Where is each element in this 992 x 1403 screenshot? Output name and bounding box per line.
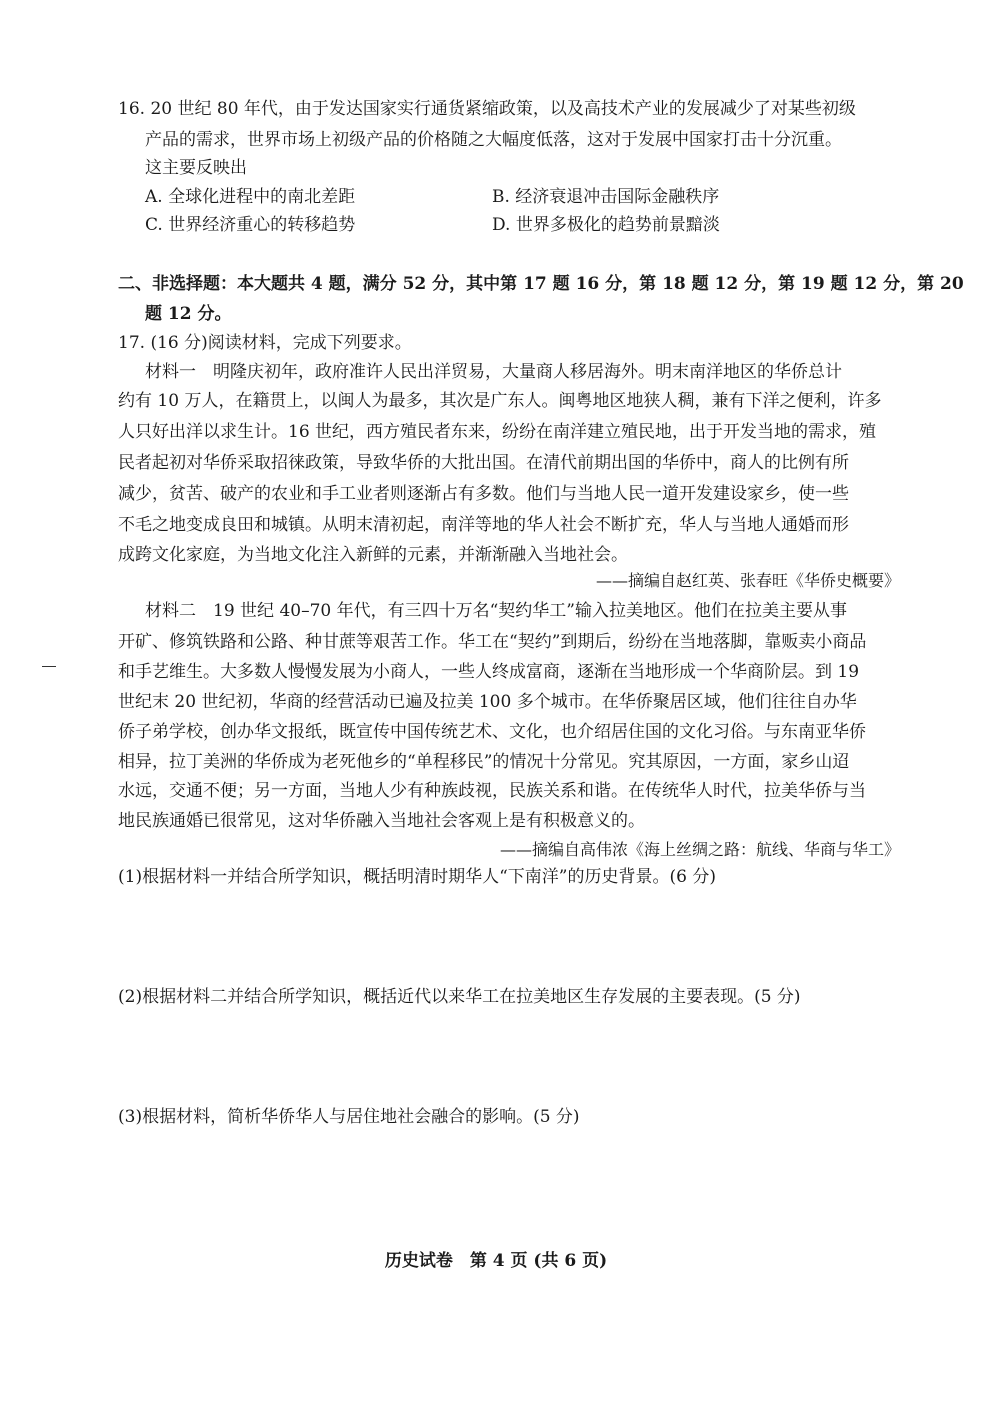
material1-line: 约有 10 万人，在籍贯上，以闽人为最多，其次是广东人。闽粤地区地狭人稠，兼有下洋之便利，许多 [118, 391, 882, 411]
q16-stem-line-1: 16. 20 世纪 80 年代，由于发达国家实行通货紧缩政策，以及高技术产业的发展减少了对某些初级 [118, 99, 856, 119]
material2-line: 开矿、修筑铁路和公路、种甘蔗等艰苦工作。华工在“契约”到期后，纷纷在当地落脚，靠贩卖小商品 [118, 632, 867, 652]
material2-line: 地民族通婚已很常见，这对华侨融入当地社会客观上是有积极意义的。 [118, 811, 645, 831]
material2-line: 水远，交通不便；另一方面，当地人少有种族歧视，民族关系和谐。在传统华人时代，拉美华侨与当 [118, 781, 866, 801]
q16-option-c: C. 世界经济重心的转移趋势 [145, 215, 356, 235]
material2-line: 和手艺维生。大多数人慢慢发展为小商人，一些人终成富商，逐渐在当地形成一个华商阶层。到 19 [118, 662, 860, 682]
q17-subquestion-2: (2)根据材料二并结合所学知识，概括近代以来华工在拉美地区生存发展的主要表现。(5 分) [118, 987, 801, 1007]
material1-line: 民者起初对华侨采取招徕政策，导致华侨的大批出国。在清代前期出国的华侨中，商人的比例有所 [118, 453, 849, 473]
material1-source: ——摘编自赵红英、张春旺《华侨史概要》 [595, 571, 900, 590]
section2-heading-line-2: 题 12 分。 [145, 304, 232, 324]
material2-line: 相异，拉丁美洲的华侨成为老死他乡的“单程移民”的情况十分常见。究其原因，一方面，家乡山迢 [118, 752, 850, 772]
q16-stem-line-3: 这主要反映出 [145, 158, 247, 178]
material2-line: 世纪末 20 世纪初，华商的经营活动已遍及拉美 100 多个城市。在华侨聚居区域，他们往往自办华 [118, 692, 857, 712]
q16-option-a: A. 全球化进程中的南北差距 [145, 187, 356, 207]
q17-subquestion-3: (3)根据材料，简析华侨华人与居住地社会融合的影响。(5 分) [118, 1107, 580, 1127]
q16-stem-line-2: 产品的需求，世界市场上初级产品的价格随之大幅度低落，这对于发展中国家打击十分沉重。 [145, 130, 842, 150]
page-footer: 历史试卷 第 4 页 (共 6 页) [384, 1251, 608, 1271]
material2-line: 侨子弟学校，创办华文报纸，既宣传中国传统艺术、文化，也介绍居住国的文化习俗。与东南亚华侨 [118, 722, 866, 742]
q17-subquestion-1: (1)根据材料一并结合所学知识，概括明清时期华人“下南洋”的历史背景。(6 分) [118, 867, 716, 887]
material1-line: 不毛之地变成良田和城镇。从明末清初起，南洋等地的华人社会不断扩充，华人与当地人通婚而形 [118, 515, 849, 535]
material2-line: 材料二 19 世纪 40–70 年代，有三四十万名“契约华工”输入拉美地区。他们在拉美主要从事 [145, 601, 847, 621]
material1-line: 减少，贫苦、破产的农业和手工业者则逐渐占有多数。他们与当地人民一道开发建设家乡，使一些 [118, 484, 849, 504]
material2-source: ——摘编自高伟浓《海上丝绸之路：航线、华商与华工》 [499, 840, 900, 859]
q16-option-b: B. 经济衰退冲击国际金融秩序 [492, 187, 720, 207]
material1-line: 材料一 明隆庆初年，政府准许人民出洋贸易，大量商人移居海外。明末南洋地区的华侨总计 [145, 362, 842, 382]
material1-line: 人只好出洋以求生计。16 世纪，西方殖民者东来，纷纷在南洋建立殖民地，出于开发当地的需求，殖 [118, 422, 877, 442]
material1-line: 成跨文化家庭，为当地文化注入新鲜的元素，并渐渐融入当地社会。 [118, 545, 628, 565]
margin-mark [42, 666, 56, 667]
q17-intro: 17. (16 分)阅读材料，完成下列要求。 [118, 333, 412, 353]
q16-option-d: D. 世界多极化的趋势前景黯淡 [492, 215, 720, 235]
section2-heading-line-1: 二、非选择题：本大题共 4 题，满分 52 分，其中第 17 题 16 分，第 18 题 12 分，第 19 题 12 分，第 20 [118, 274, 964, 294]
